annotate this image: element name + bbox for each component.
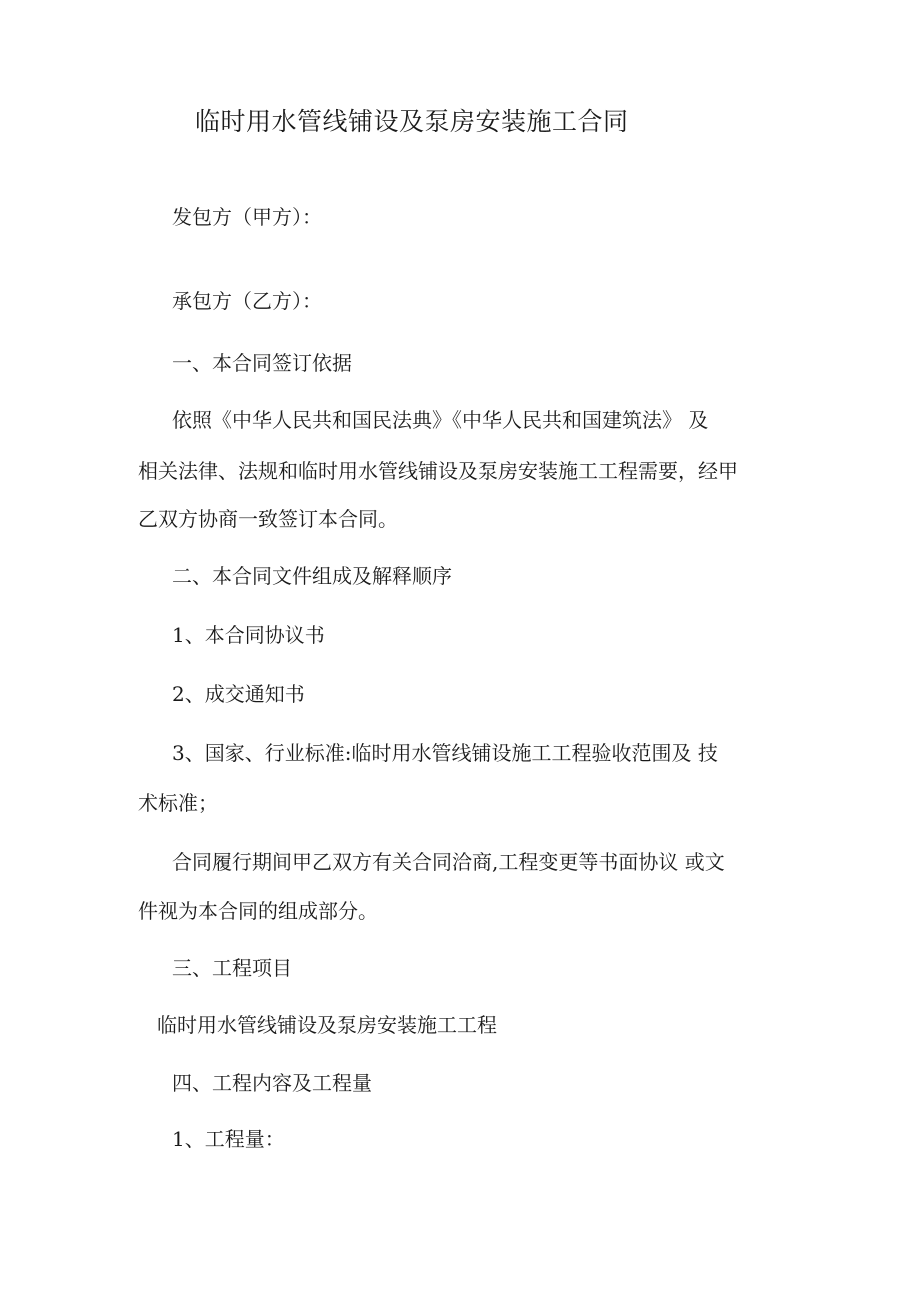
section4-item1: 1、工程量：: [172, 1127, 285, 1151]
section1-heading: 一、本合同签订依据: [172, 351, 352, 375]
section2-para-line1: 合同履行期间甲乙双方有关合同洽商,工程变更等书面协议 或文: [172, 850, 725, 874]
section1-para-line2: 相关法律、法规和临时用水管线铺设及泵房安装施工工程需要，经甲: [138, 459, 738, 483]
section3-heading: 三、工程项目: [172, 956, 292, 980]
section1-para-line3: 乙双方协商一致签订本合同。: [138, 507, 398, 531]
section2-para-line2: 件视为本合同的组成部分。: [138, 899, 378, 923]
section2-item2: 2、成交通知书: [172, 682, 305, 706]
section2-item3-line2: 术标准；: [138, 791, 218, 815]
section3-project-name: 临时用水管线铺设及泵房安装施工工程: [157, 1013, 497, 1037]
party-b-label: 承包方（乙方）：: [172, 289, 322, 313]
section1-para-line1: 依照《中华人民共和国民法典》《中华人民共和国建筑法》 及: [172, 408, 709, 432]
section2-item1: 1、本合同协议书: [172, 623, 325, 647]
section2-heading: 二、本合同文件组成及解释顺序: [172, 564, 452, 588]
section2-item3-line1: 3、国家、行业标准:临时用水管线铺设施工工程验收范围及 技: [172, 741, 718, 765]
party-a-label: 发包方（甲方）：: [172, 205, 322, 229]
document-title: 临时用水管线铺设及泵房安装施工合同: [195, 107, 629, 136]
section4-heading: 四、工程内容及工程量: [172, 1071, 372, 1095]
